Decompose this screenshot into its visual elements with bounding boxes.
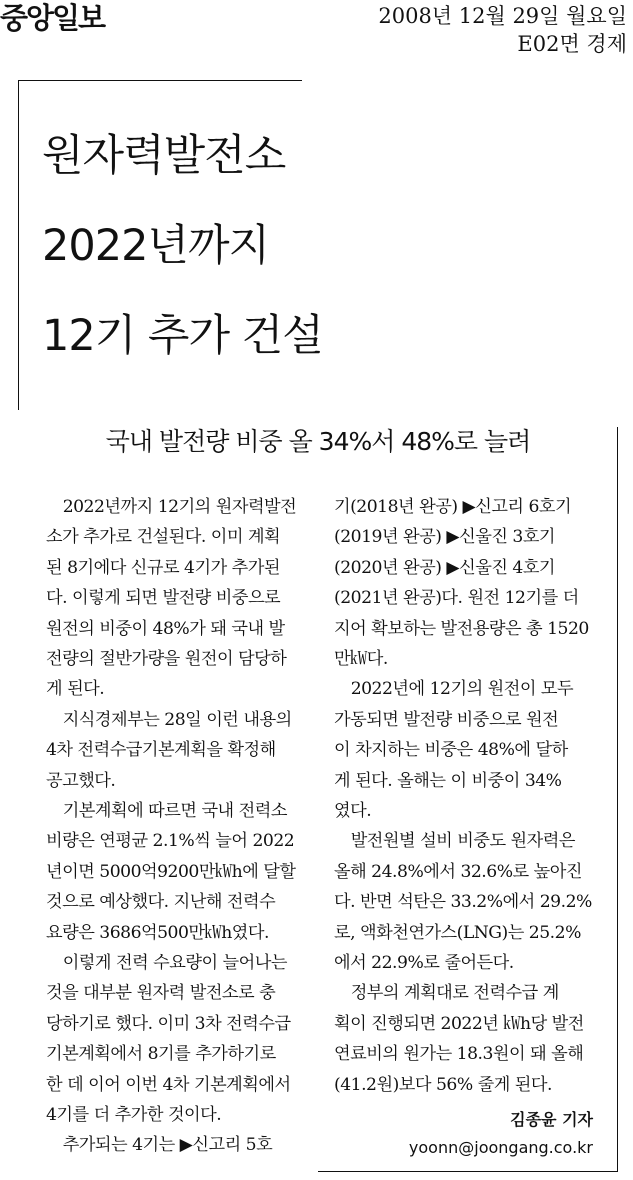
body-text-line: 로, 액화천연가스(LNG)는 25.2%	[334, 922, 581, 943]
frame-border-bottom	[318, 1171, 618, 1172]
body-text-line: 만㎾다.	[334, 649, 388, 669]
body-text-line: 게 된다.	[46, 679, 105, 700]
page-section: E02면 경제	[517, 32, 627, 56]
body-text-line: (2020년 완공) ▶신울진 4호기	[334, 557, 556, 578]
body-text-line: 다. 이렇게 되면 발전량 비중으로	[46, 588, 281, 609]
body-text-line: 소가 추가로 건설된다. 이미 계획	[46, 527, 281, 548]
body-text-line: 지어 확보하는 발전용량은 총 1520	[334, 618, 589, 639]
body-text-line: 전량의 절반가량을 원전이 담당하	[46, 649, 287, 669]
headline-line: 원자력발전소	[42, 131, 286, 181]
body-text-line: 가동되면 발전량 비중으로 원전	[334, 709, 559, 730]
body-text-line: (41.2원)보다 56% 줄게 된다.	[334, 1074, 552, 1095]
body-text-line: 공고했다.	[46, 770, 116, 791]
publication-date: 2008년 12월 29일 월요일	[378, 4, 627, 28]
body-text-line: 2022년에 12기의 원전이 모두	[334, 679, 574, 700]
body-text-line: 기본계획에서 8기를 추가하기로	[46, 1044, 276, 1065]
headline-line: 2022년까지	[42, 221, 270, 271]
body-text-line: 발전원별 설비 비중도 원자력은	[334, 831, 575, 852]
body-text-line: 획이 진행되면 2022년 ㎾h당 발전	[334, 1013, 584, 1034]
body-text-line: 것을 대부분 원자력 발전소로 충	[46, 983, 276, 1004]
body-text-line: 당하기로 했다. 이미 3차 전력수급	[46, 1013, 291, 1034]
body-text-line: (2021년 완공)다. 원전 12기를 더	[334, 588, 579, 609]
body-text-line: 4차 전력수급기본계획을 확정해	[46, 740, 276, 761]
body-text-line: 추가되는 4기는 ▶신고리 5호	[46, 1135, 273, 1156]
body-text-line: 년이면 5000억9200만㎾h에 달할	[46, 861, 296, 882]
frame-border-top	[18, 80, 302, 81]
byline-email: yoonn@joongang.co.kr	[408, 1138, 593, 1157]
body-text-line: 이렇게 전력 수요량이 늘어나는	[46, 953, 287, 973]
newspaper-logo: 중앙일보	[0, 1, 105, 35]
body-text-line: 원전의 비중이 48%가 돼 국내 발	[46, 618, 285, 639]
body-text-line: 지식경제부는 28일 이런 내용의	[46, 709, 292, 730]
body-text-line: 한 데 이어 이번 4차 기본계획에서	[46, 1074, 291, 1095]
body-text-line: 에서 22.9%로 줄어든다.	[334, 953, 514, 973]
body-text-line: 기(2018년 완공) ▶신고리 6호기	[334, 497, 572, 517]
body-text-line: (2019년 완공) ▶신울진 3호기	[334, 527, 556, 548]
body-text-line: 였다.	[334, 801, 372, 821]
body-text-line: 정부의 계획대로 전력수급 계	[334, 983, 559, 1004]
body-text-line: 것으로 예상했다. 지난해 전력수	[46, 892, 276, 913]
body-text-line: 이 차지하는 비중은 48%에 달하	[334, 740, 568, 761]
body-text-line: 비량은 연평균 2.1%씩 늘어 2022	[46, 831, 295, 852]
body-text-line: 기본계획에 따르면 국내 전력소	[46, 801, 287, 821]
body-text-line: 다. 반면 석탄은 33.2%에서 29.2%	[334, 892, 592, 913]
byline-reporter: 김종윤 기자	[510, 1110, 593, 1129]
body-text-line: 요량은 3686억500만㎾h였다.	[46, 922, 269, 943]
body-text-line: 올해 24.8%에서 32.6%로 높아진	[334, 861, 582, 882]
body-text-line: 2022년까지 12기의 원자력발전	[46, 497, 297, 517]
body-text-line: 연료비의 원가는 18.3원이 돼 올해	[334, 1044, 584, 1065]
headline-line: 12기 추가 건설	[42, 311, 323, 361]
article-subheadline: 국내 발전량 비중 올 34%서 48%로 늘려	[105, 427, 531, 456]
frame-border-left	[18, 80, 19, 410]
body-text-line: 된 8기에다 신규로 4기가 추가된	[46, 557, 280, 578]
body-text-line: 게 된다. 올해는 이 비중이 34%	[334, 770, 562, 791]
frame-border-right	[617, 427, 618, 1172]
body-text-line: 4기를 더 추가한 것이다.	[46, 1105, 222, 1125]
